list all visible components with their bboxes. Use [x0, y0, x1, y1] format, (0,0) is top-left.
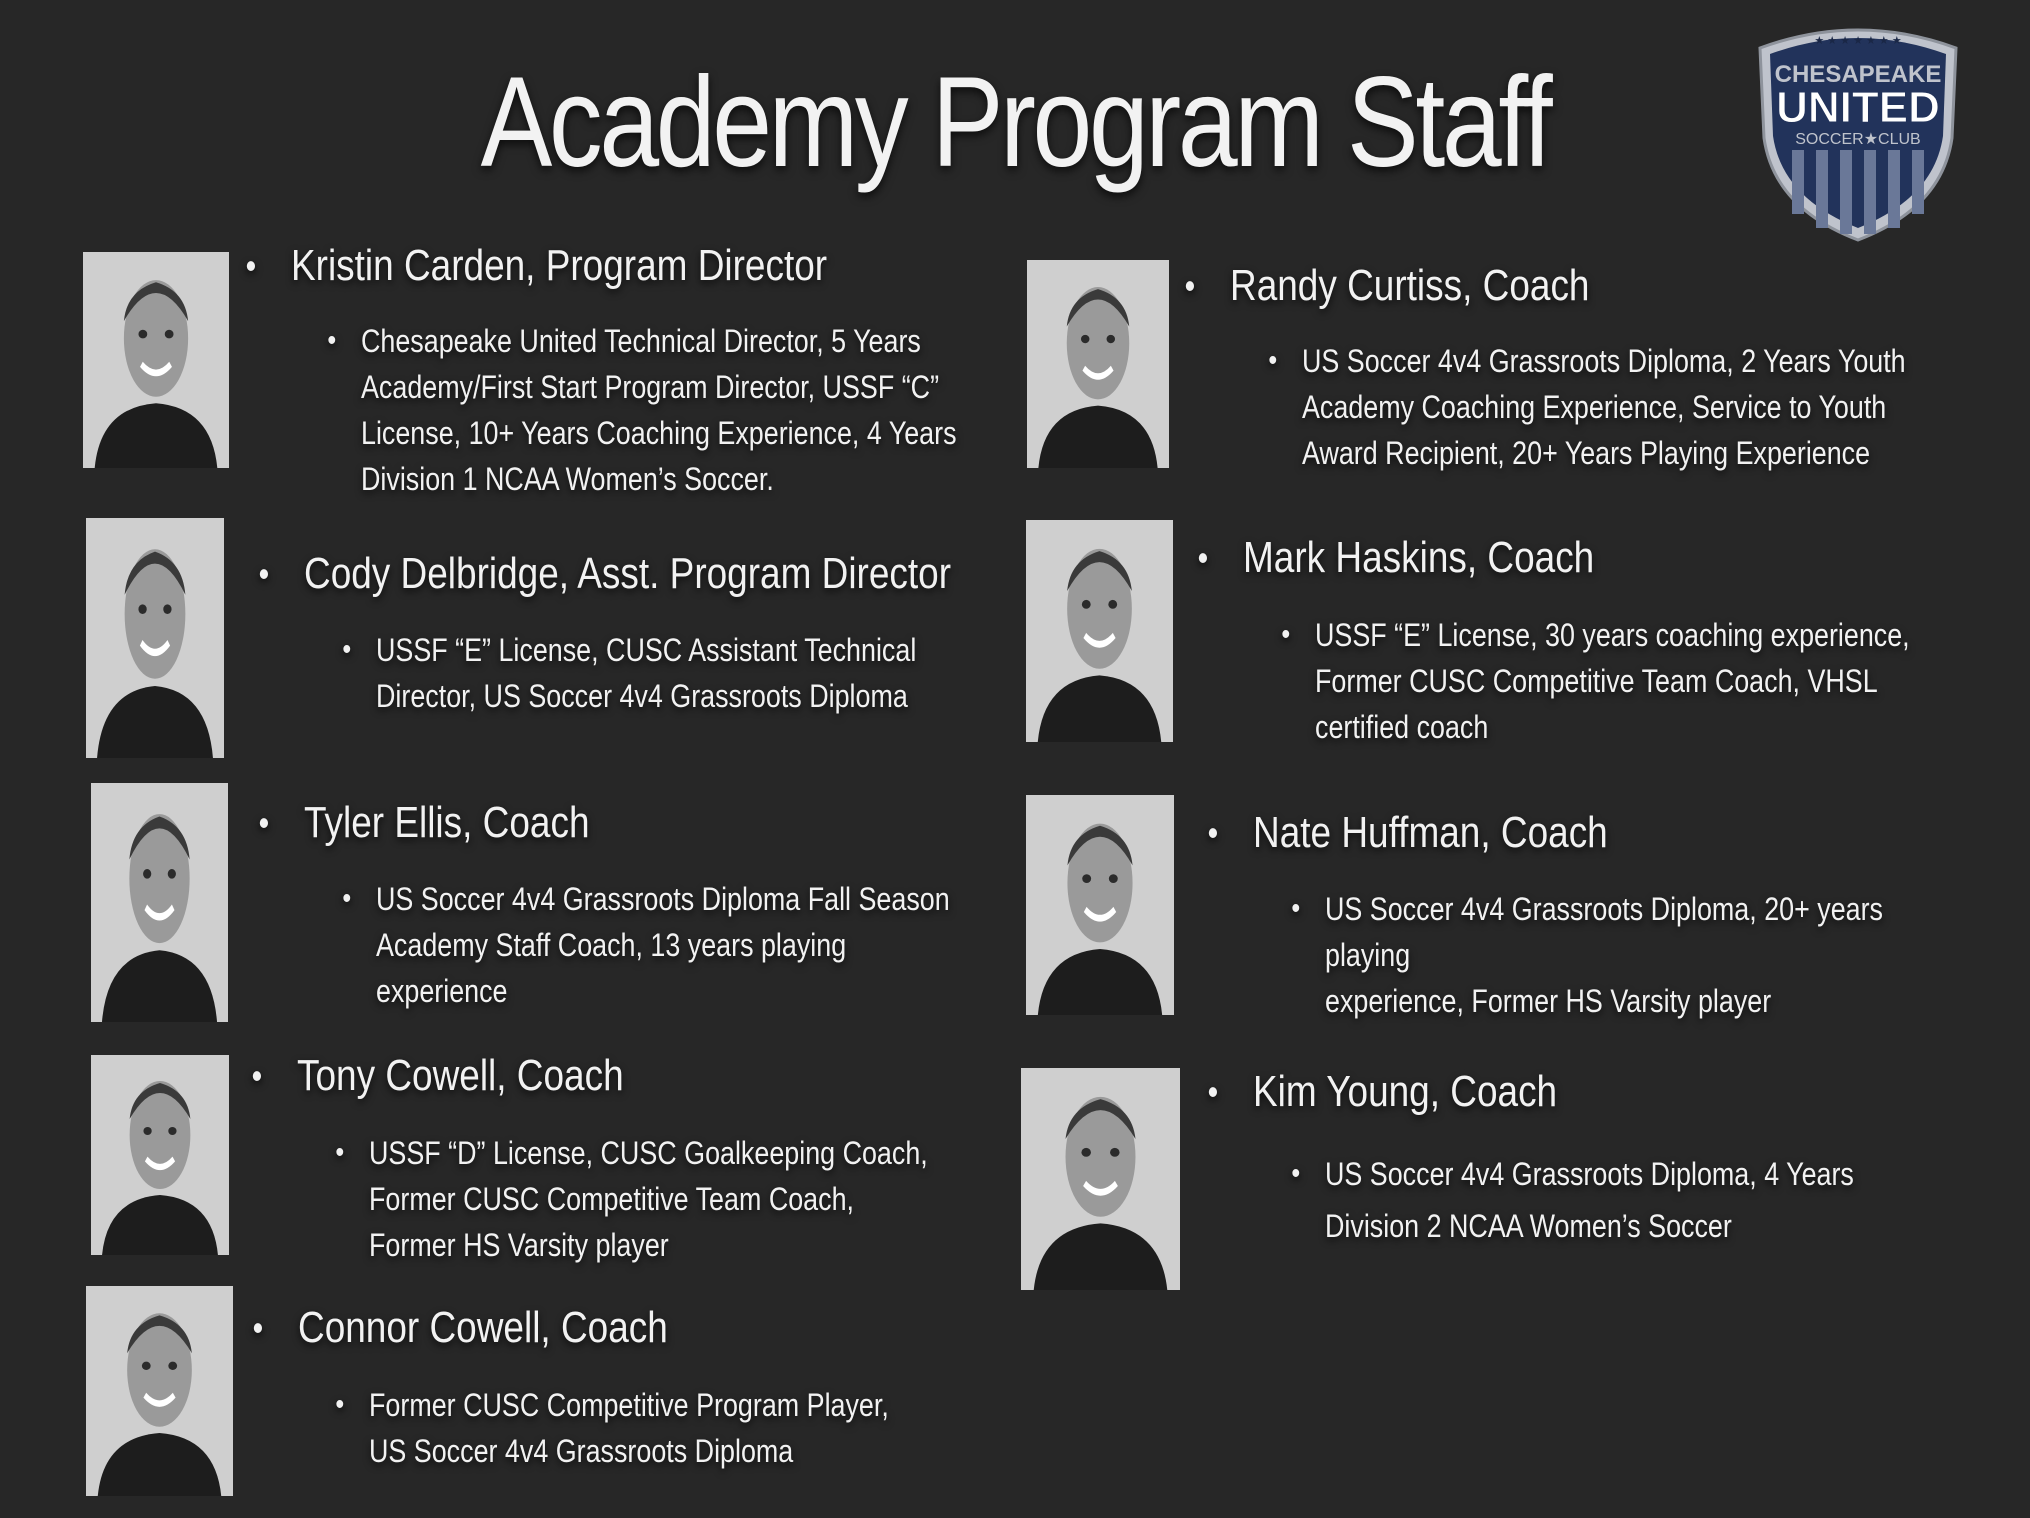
detail-line: License, 10+ Years Coaching Experience, 4 Years	[361, 415, 957, 451]
staff-name: • Kim Young, Coach	[1253, 1066, 1557, 1118]
detail-line: Academy Coaching Experience, Service to Youth	[1302, 389, 1887, 425]
detail-line: Academy/First Start Program Director, USSF “C”	[361, 369, 940, 405]
staff-details	[369, 1130, 928, 1268]
staff-details	[1315, 612, 1910, 750]
logo-line3: SOCCER★CLUB	[1795, 131, 1921, 148]
photo-kristin-carden	[83, 252, 229, 468]
slide-title: Academy Program Staff	[480, 51, 1550, 194]
staff-name: • Mark Haskins, Coach	[1243, 532, 1594, 584]
staff-details	[1302, 338, 1906, 476]
detail-line: • US Soccer 4v4 Grassroots Diploma, 2 Years Youth	[1302, 343, 1906, 379]
detail-line: Former CUSC Competitive Team Coach,	[369, 1181, 854, 1217]
photo-tony-cowell	[91, 1055, 229, 1255]
detail-line: Director, US Soccer 4v4 Grassroots Diploma	[376, 678, 908, 714]
svg-text:★ ★ ★ ★ ★ ★ ★: ★ ★ ★ ★ ★ ★ ★	[1814, 35, 1902, 47]
photo-mark-haskins	[1026, 520, 1173, 742]
detail-line: Award Recipient, 20+ Years Playing Experience	[1302, 435, 1871, 471]
staff-details	[1325, 1148, 1854, 1252]
detail-line: experience	[376, 973, 508, 1009]
detail-line: US Soccer 4v4 Grassroots Diploma	[369, 1433, 794, 1469]
staff-name: • Nate Huffman, Coach	[1253, 807, 1608, 859]
staff-details	[361, 318, 957, 502]
photo-nate-huffman	[1026, 795, 1174, 1015]
photo-randy-curtiss	[1027, 260, 1169, 468]
staff-name: • Tony Cowell, Coach	[297, 1050, 624, 1102]
detail-line: Former HS Varsity player	[369, 1227, 669, 1263]
detail-line: • US Soccer 4v4 Grassroots Diploma Fall Season	[376, 881, 950, 917]
logo-line2: UNITED	[1776, 83, 1940, 132]
staff-name: • Cody Delbridge, Asst. Program Director	[304, 548, 951, 600]
detail-line: experience, Former HS Varsity player	[1325, 983, 1772, 1019]
photo-tyler-ellis	[91, 783, 228, 1022]
staff-name: • Connor Cowell, Coach	[298, 1302, 668, 1354]
photo-cody-delbridge	[86, 518, 224, 758]
detail-line: • USSF “E” License, CUSC Assistant Technical	[376, 632, 917, 668]
detail-line: • USSF “E” License, 30 years coaching experience,	[1315, 617, 1910, 653]
staff-details	[376, 876, 950, 1014]
detail-line: Division 1 NCAA Women’s Soccer.	[361, 461, 774, 497]
detail-line: • USSF “D” License, CUSC Goalkeeping Coach,	[369, 1135, 928, 1171]
detail-line: • Former CUSC Competitive Program Player,	[369, 1387, 889, 1423]
detail-line: • US Soccer 4v4 Grassroots Diploma, 4 Years	[1325, 1156, 1854, 1192]
club-logo	[1752, 18, 1964, 244]
detail-line: certified coach	[1315, 709, 1489, 745]
logo-line1: CHESAPEAKE	[1774, 61, 1942, 88]
staff-name: • Kristin Carden, Program Director	[291, 240, 827, 292]
detail-line: Former CUSC Competitive Team Coach, VHSL	[1315, 663, 1878, 699]
staff-details	[369, 1382, 889, 1474]
detail-line: • Chesapeake United Technical Director, 5 Years	[361, 323, 921, 359]
staff-name: • Randy Curtiss, Coach	[1230, 260, 1589, 312]
detail-line: Division 2 NCAA Women’s Soccer	[1325, 1208, 1732, 1244]
staff-name: • Tyler Ellis, Coach	[304, 797, 590, 849]
photo-kim-young	[1021, 1068, 1180, 1290]
staff-details	[376, 627, 916, 719]
detail-line: • US Soccer 4v4 Grassroots Diploma, 20+ years playing	[1325, 891, 1883, 973]
detail-line: Academy Staff Coach, 13 years playing	[376, 927, 847, 963]
staff-details	[1325, 886, 1917, 1024]
photo-connor-cowell	[86, 1286, 233, 1496]
